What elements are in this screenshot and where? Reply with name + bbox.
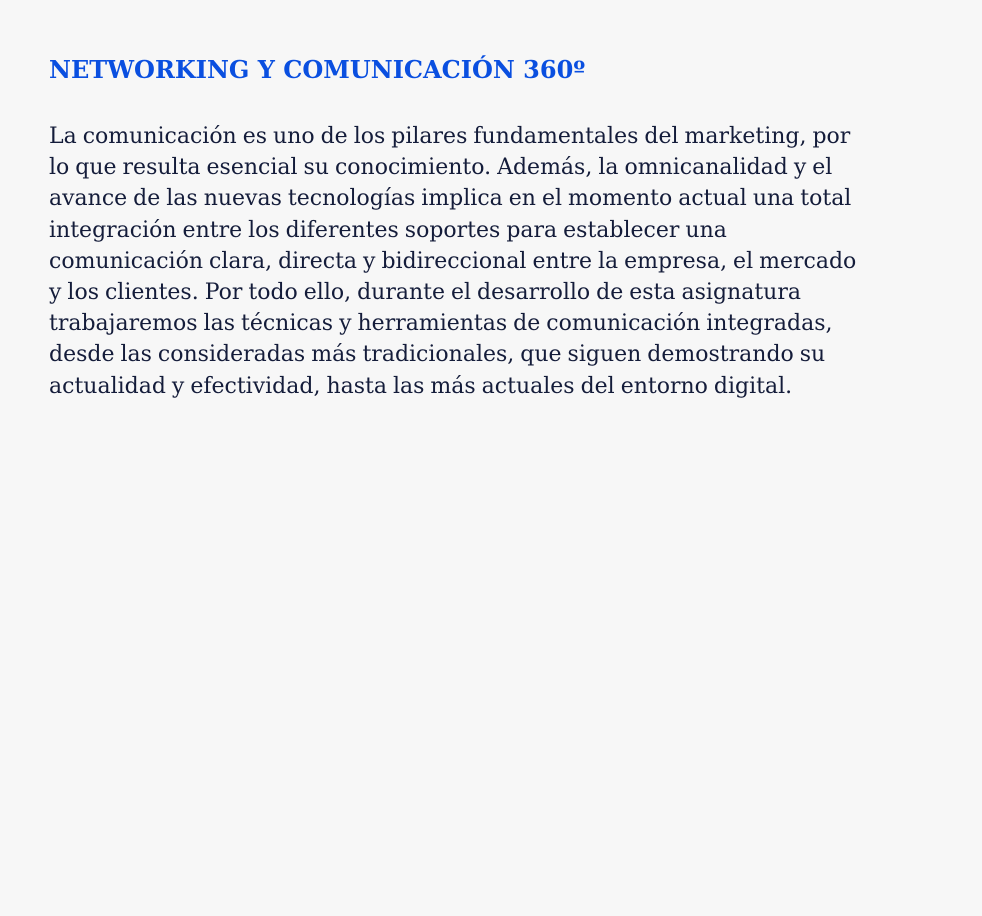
section-description: La comunicación es uno de los pilares fundamentales del marketing, por lo que resulta esencial su conocimiento. Además, la omnicanalidad y el avance de las nuevas tecnologías implica en el momento actual una total integración entre los diferentes soportes para establecer una comunicación clara, directa y bidireccional entre la empresa, el mercado y los clientes. Por todo ello, durante el desarrollo de esta asignatura trabajaremos las técnicas y herramientas de comunicación integradas, desde las consideradas más tradicionales, que siguen demostrando su actualidad y efectividad, hasta las más actuales del entorno digital. [49,124,857,399]
section-title: NETWORKING Y COMUNICACIÓN 360º [49,55,586,84]
content-section [49,52,869,402]
